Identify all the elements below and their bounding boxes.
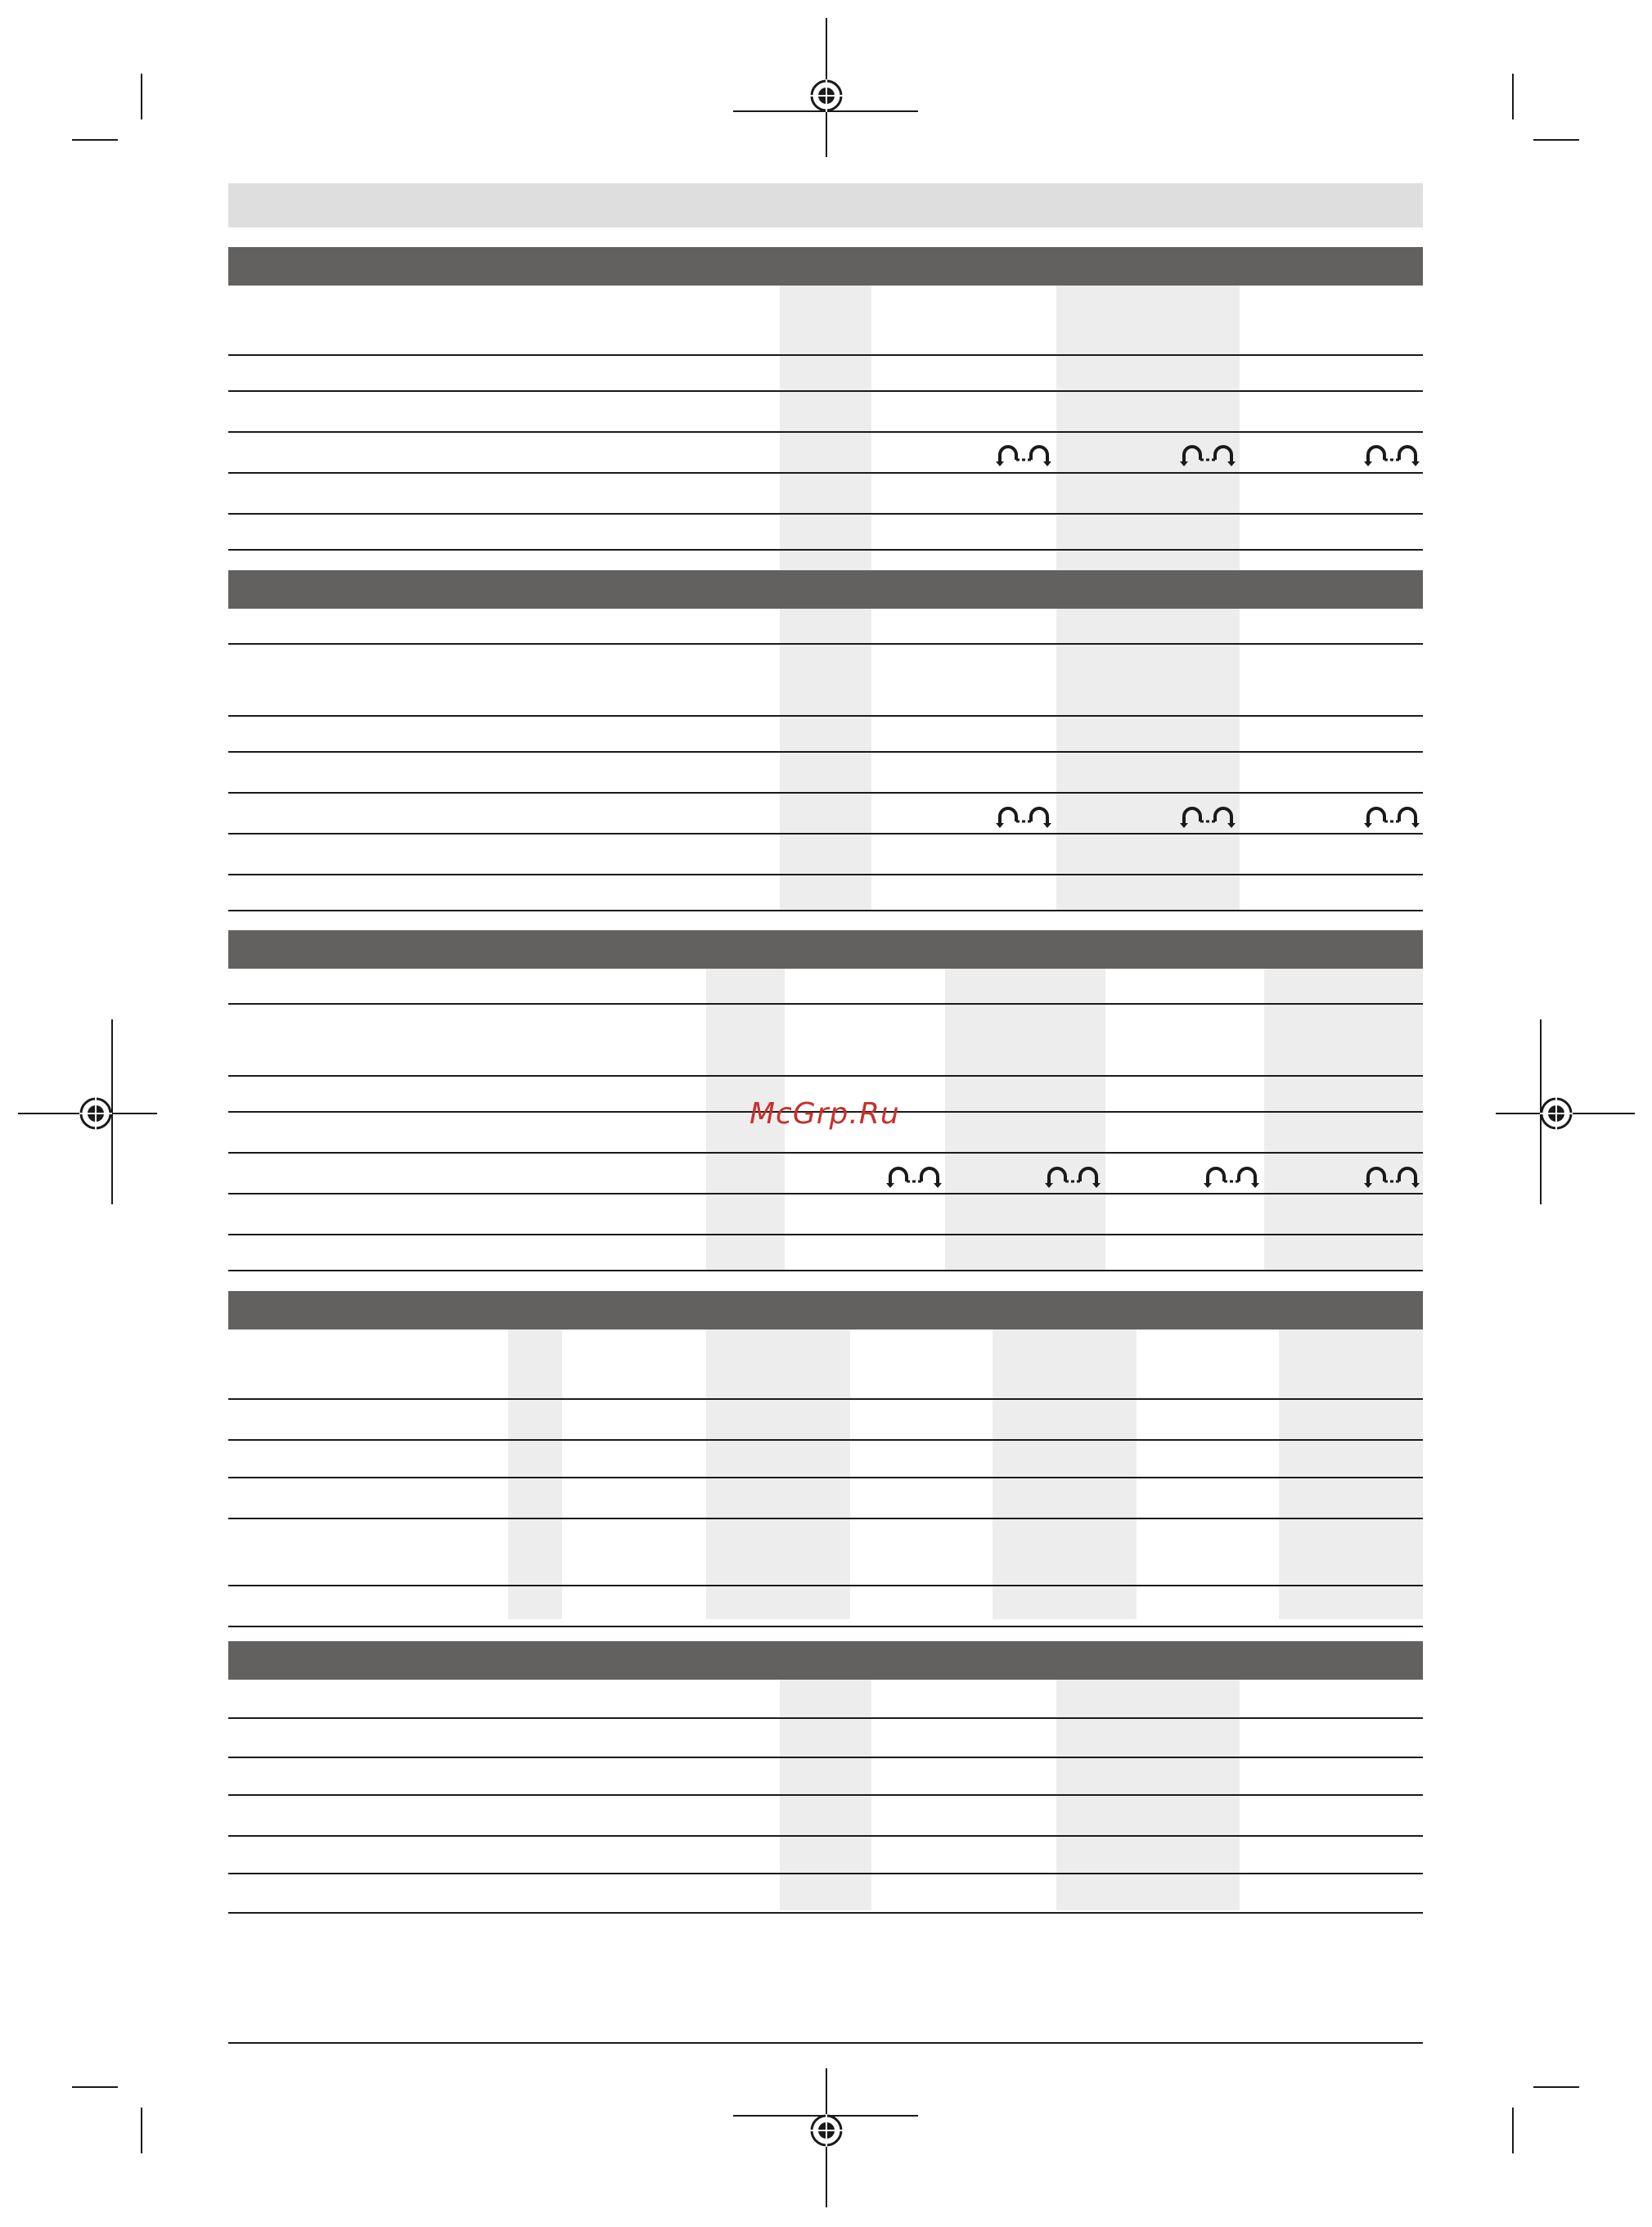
rotation-direction-icon xyxy=(1179,442,1236,466)
table-row xyxy=(228,1441,1423,1478)
table-row xyxy=(228,515,1423,551)
registration-target-icon xyxy=(1540,1097,1573,1130)
crop-mark xyxy=(1512,74,1514,119)
registration-target-icon xyxy=(810,79,843,112)
bottom-rule xyxy=(228,2042,1423,2044)
table-row xyxy=(228,433,1423,474)
table-row xyxy=(228,794,1423,835)
table-row xyxy=(228,1329,1423,1400)
rotation-direction-icon xyxy=(995,442,1052,466)
section-4 xyxy=(228,1291,1423,1627)
table-row xyxy=(228,1235,1423,1271)
table-row xyxy=(228,1719,1423,1758)
table-row xyxy=(228,1874,1423,1914)
table-row xyxy=(228,1586,1423,1627)
table-body xyxy=(228,609,1423,911)
rotation-direction-icon xyxy=(1363,803,1420,828)
crop-mark xyxy=(1533,139,1579,141)
section-header xyxy=(228,930,1423,969)
table-row xyxy=(228,1194,1423,1235)
table-row xyxy=(228,356,1423,392)
table-row xyxy=(228,1796,1423,1837)
crop-mark xyxy=(141,74,142,119)
crop-mark xyxy=(72,2086,118,2088)
crop-mark xyxy=(72,139,118,141)
table-row xyxy=(228,609,1423,645)
table-row xyxy=(228,474,1423,515)
section-header xyxy=(228,1641,1423,1680)
table-row xyxy=(228,1400,1423,1441)
crop-mark xyxy=(141,2108,142,2153)
table-row xyxy=(228,717,1423,753)
section-1 xyxy=(228,247,1423,551)
table-row xyxy=(228,1837,1423,1874)
table-body xyxy=(228,1680,1423,1914)
section-header xyxy=(228,1291,1423,1329)
table-row xyxy=(228,1519,1423,1586)
table-row xyxy=(228,875,1423,911)
section-5 xyxy=(228,1641,1423,1914)
section-header xyxy=(228,570,1423,609)
rotation-direction-icon xyxy=(1363,442,1420,466)
table-body xyxy=(228,286,1423,551)
table-row xyxy=(228,1478,1423,1519)
rotation-direction-icon xyxy=(1363,1163,1420,1188)
rotation-direction-icon xyxy=(1179,803,1236,828)
table-row xyxy=(228,969,1423,1005)
page-header-band xyxy=(228,183,1423,227)
table-row xyxy=(228,1005,1423,1077)
table-row xyxy=(228,1680,1423,1719)
crop-mark xyxy=(1512,2108,1514,2153)
table-row xyxy=(228,835,1423,875)
crop-mark xyxy=(1533,2086,1579,2088)
table-row xyxy=(228,753,1423,794)
table-row xyxy=(228,1758,1423,1796)
table-row xyxy=(228,286,1423,356)
section-header xyxy=(228,247,1423,286)
watermark-text: McGrp.Ru xyxy=(749,1097,900,1131)
rotation-direction-icon xyxy=(995,803,1052,828)
registration-target-icon xyxy=(810,2114,843,2147)
rotation-direction-icon xyxy=(885,1163,943,1188)
table-row xyxy=(228,645,1423,717)
rotation-direction-icon xyxy=(1203,1163,1260,1188)
rotation-direction-icon xyxy=(1044,1163,1101,1188)
table-body xyxy=(228,1329,1423,1627)
registration-target-icon xyxy=(79,1097,112,1130)
section-2 xyxy=(228,570,1423,911)
table-row xyxy=(228,392,1423,433)
